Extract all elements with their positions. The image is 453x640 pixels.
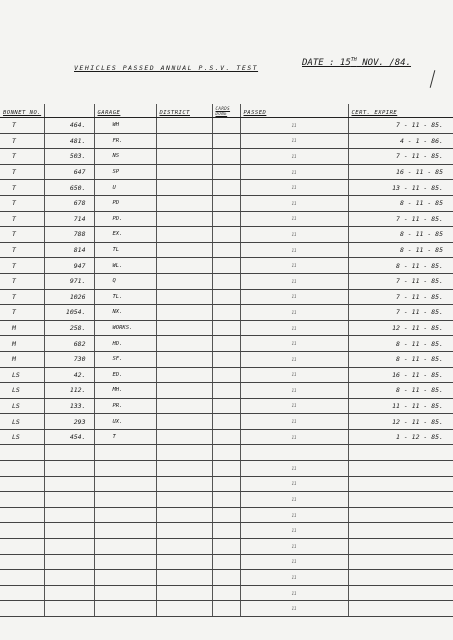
cell-garage: UX. xyxy=(94,414,156,430)
cell-garage xyxy=(94,492,156,508)
cell-passed: 11 xyxy=(240,398,348,414)
cell-passed: 11 xyxy=(240,585,348,601)
cell-garage: ED. xyxy=(94,367,156,383)
cell-district xyxy=(156,320,212,336)
cell-cert-expire: 12 - 11 - 85. xyxy=(348,320,453,336)
table-row xyxy=(0,414,453,430)
cell-district xyxy=(156,398,212,414)
table-row xyxy=(0,445,453,461)
cell-bonnet-type xyxy=(0,601,44,617)
table-row xyxy=(0,242,453,258)
cell-district xyxy=(156,133,212,149)
cell-cards-done xyxy=(212,461,240,477)
cell-passed: 11 xyxy=(240,195,348,211)
cell-passed: 11 xyxy=(240,461,348,477)
table-row xyxy=(0,585,453,601)
cell-district xyxy=(156,554,212,570)
cell-cert-expire: 7 - 11 - 85. xyxy=(348,289,453,305)
cell-cert-expire: 16 - 11 - 85. xyxy=(348,367,453,383)
cell-cert-expire xyxy=(348,570,453,586)
cell-cards-done xyxy=(212,585,240,601)
cell-garage: WL. xyxy=(94,258,156,274)
cell-passed: 11 xyxy=(240,289,348,305)
table-row xyxy=(0,118,453,134)
cell-district xyxy=(156,585,212,601)
cell-district xyxy=(156,570,212,586)
cell-district xyxy=(156,273,212,289)
cell-bonnet-number: 650. xyxy=(44,180,94,196)
cell-cert-expire: 4 - 1 - 86. xyxy=(348,133,453,149)
cell-bonnet-number: 133. xyxy=(44,398,94,414)
cell-cert-expire xyxy=(348,445,453,461)
cell-garage: TL. xyxy=(94,289,156,305)
cell-district xyxy=(156,164,212,180)
cell-bonnet-number: 454. xyxy=(44,429,94,445)
cell-cert-expire: 16 - 11 - 85 xyxy=(348,164,453,180)
cell-garage: TL xyxy=(94,242,156,258)
cell-cards-done xyxy=(212,273,240,289)
cell-passed: 11 xyxy=(240,383,348,399)
cell-garage: PD. xyxy=(94,211,156,227)
cell-bonnet-type: T xyxy=(0,273,44,289)
cell-district xyxy=(156,195,212,211)
cell-cards-done xyxy=(212,289,240,305)
cell-bonnet-type: T xyxy=(0,133,44,149)
cell-garage xyxy=(94,539,156,555)
cell-cards-done xyxy=(212,133,240,149)
cell-cert-expire: 7 - 11 - 85. xyxy=(348,273,453,289)
cell-bonnet-number: 258. xyxy=(44,320,94,336)
cell-passed: 11 xyxy=(240,258,348,274)
cell-cert-expire xyxy=(348,461,453,477)
table-row xyxy=(0,180,453,196)
cell-cert-expire: 8 - 11 - 85. xyxy=(348,383,453,399)
cell-garage: HD. xyxy=(94,336,156,352)
cell-passed: 11 xyxy=(240,351,348,367)
cell-district xyxy=(156,476,212,492)
cell-passed: 11 xyxy=(240,180,348,196)
cell-bonnet-type xyxy=(0,507,44,523)
cell-cert-expire xyxy=(348,539,453,555)
cell-cards-done xyxy=(212,164,240,180)
cell-cert-expire xyxy=(348,492,453,508)
cell-cards-done xyxy=(212,554,240,570)
cell-cards-done xyxy=(212,398,240,414)
cell-garage: NX. xyxy=(94,305,156,321)
cell-garage xyxy=(94,570,156,586)
cell-passed: 11 xyxy=(240,273,348,289)
cell-garage xyxy=(94,585,156,601)
cell-garage: EX. xyxy=(94,227,156,243)
cell-cards-done xyxy=(212,523,240,539)
table-row xyxy=(0,351,453,367)
cell-cards-done xyxy=(212,320,240,336)
cell-bonnet-type xyxy=(0,523,44,539)
cell-garage xyxy=(94,523,156,539)
cell-district xyxy=(156,523,212,539)
cell-cert-expire: 8 - 11 - 85 xyxy=(348,195,453,211)
cell-passed: 11 xyxy=(240,211,348,227)
cell-district xyxy=(156,601,212,617)
cell-passed: 11 xyxy=(240,429,348,445)
cell-district xyxy=(156,492,212,508)
cell-bonnet-type: M xyxy=(0,336,44,352)
cell-bonnet-number: 788 xyxy=(44,227,94,243)
cell-cert-expire: 1 - 12 - 85. xyxy=(348,429,453,445)
header-district: DISTRICT xyxy=(156,104,212,118)
header-bonnet-no: BONNET NO. xyxy=(0,104,44,118)
cell-bonnet-type: T xyxy=(0,258,44,274)
cell-garage: PR. xyxy=(94,398,156,414)
cell-bonnet-type: T xyxy=(0,195,44,211)
cell-garage: SF. xyxy=(94,351,156,367)
cell-cards-done xyxy=(212,351,240,367)
cell-bonnet-number: 714 xyxy=(44,211,94,227)
cell-district xyxy=(156,289,212,305)
cell-cert-expire xyxy=(348,507,453,523)
cell-bonnet-number: 647 xyxy=(44,164,94,180)
cell-cert-expire: 11 - 11 - 85. xyxy=(348,398,453,414)
table-row xyxy=(0,507,453,523)
cell-bonnet-type: LS xyxy=(0,429,44,445)
cell-bonnet-number: 481. xyxy=(44,133,94,149)
cell-bonnet-number: 42. xyxy=(44,367,94,383)
cell-cards-done xyxy=(212,195,240,211)
table-row xyxy=(0,539,453,555)
cell-bonnet-type xyxy=(0,539,44,555)
table-row xyxy=(0,273,453,289)
table-row xyxy=(0,492,453,508)
cell-cards-done xyxy=(212,211,240,227)
cell-cards-done xyxy=(212,242,240,258)
cell-bonnet-type xyxy=(0,476,44,492)
cell-passed: 11 xyxy=(240,336,348,352)
cell-passed: 11 xyxy=(240,227,348,243)
pen-mark xyxy=(430,70,436,88)
cell-bonnet-number xyxy=(44,523,94,539)
cell-cert-expire: 13 - 11 - 85. xyxy=(348,180,453,196)
cell-passed: 11 xyxy=(240,133,348,149)
cell-bonnet-type: LS xyxy=(0,398,44,414)
cell-bonnet-type: T xyxy=(0,180,44,196)
table-row xyxy=(0,383,453,399)
cell-passed: 11 xyxy=(240,539,348,555)
cell-garage xyxy=(94,601,156,617)
cell-bonnet-number xyxy=(44,492,94,508)
cell-garage: U xyxy=(94,180,156,196)
table-row xyxy=(0,461,453,477)
cell-bonnet-number xyxy=(44,539,94,555)
cell-bonnet-number xyxy=(44,445,94,461)
cell-cards-done xyxy=(212,118,240,134)
cell-garage xyxy=(94,554,156,570)
vehicles-table xyxy=(0,104,453,617)
cell-bonnet-number xyxy=(44,585,94,601)
table-row xyxy=(0,305,453,321)
cell-cert-expire: 7 - 11 - 85. xyxy=(348,211,453,227)
cell-bonnet-number: 112. xyxy=(44,383,94,399)
table-row xyxy=(0,211,453,227)
cell-cert-expire: 7 - 11 - 85. xyxy=(348,149,453,165)
cell-bonnet-type xyxy=(0,554,44,570)
cell-cert-expire xyxy=(348,476,453,492)
cell-cert-expire: 7 - 11 - 85. xyxy=(348,118,453,134)
cell-district xyxy=(156,227,212,243)
cell-garage: SP xyxy=(94,164,156,180)
cell-cert-expire xyxy=(348,554,453,570)
cell-cards-done xyxy=(212,507,240,523)
cell-cards-done xyxy=(212,305,240,321)
header-garage: GARAGE xyxy=(94,104,156,118)
cell-bonnet-number: 971. xyxy=(44,273,94,289)
cell-cards-done xyxy=(212,227,240,243)
cell-garage xyxy=(94,507,156,523)
table-row xyxy=(0,336,453,352)
table-row xyxy=(0,195,453,211)
cell-district xyxy=(156,429,212,445)
cell-cards-done xyxy=(212,570,240,586)
cell-district xyxy=(156,180,212,196)
cell-district xyxy=(156,336,212,352)
cell-cards-done xyxy=(212,539,240,555)
cell-district xyxy=(156,118,212,134)
cell-cards-done xyxy=(212,476,240,492)
cell-garage: T xyxy=(94,429,156,445)
cell-cards-done xyxy=(212,258,240,274)
cell-bonnet-type: T xyxy=(0,289,44,305)
table-row xyxy=(0,570,453,586)
table-row xyxy=(0,289,453,305)
cell-garage: WH xyxy=(94,118,156,134)
cell-cert-expire: 8 - 11 - 85. xyxy=(348,336,453,352)
date-main: DATE : 15 xyxy=(302,58,351,68)
cell-bonnet-type: T xyxy=(0,227,44,243)
cell-bonnet-number: 503. xyxy=(44,149,94,165)
cell-passed: 11 xyxy=(240,554,348,570)
table-header-row xyxy=(0,104,453,118)
cell-passed: 11 xyxy=(240,242,348,258)
cell-garage: FR. xyxy=(94,133,156,149)
cell-bonnet-type: LS xyxy=(0,414,44,430)
cell-bonnet-number: 682 xyxy=(44,336,94,352)
cell-passed: 11 xyxy=(240,476,348,492)
cell-garage xyxy=(94,461,156,477)
cell-district xyxy=(156,305,212,321)
cell-passed: 11 xyxy=(240,492,348,508)
header-cards-done: CARDS DONE xyxy=(212,104,240,118)
cell-passed: 11 xyxy=(240,507,348,523)
cell-cert-expire xyxy=(348,585,453,601)
cell-bonnet-type xyxy=(0,461,44,477)
table-row xyxy=(0,227,453,243)
cell-passed: 11 xyxy=(240,601,348,617)
cell-district xyxy=(156,367,212,383)
cell-bonnet-type: LS xyxy=(0,367,44,383)
table-row xyxy=(0,258,453,274)
table-row xyxy=(0,164,453,180)
cell-cert-expire: 8 - 11 - 85 xyxy=(348,227,453,243)
cell-district xyxy=(156,445,212,461)
cell-bonnet-number: 730 xyxy=(44,351,94,367)
document-title: VEHICLES PASSED ANNUAL P.S.V. TEST xyxy=(74,64,259,72)
cell-bonnet-number xyxy=(44,507,94,523)
cell-cert-expire: 12 - 11 - 85. xyxy=(348,414,453,430)
cell-district xyxy=(156,242,212,258)
cell-district xyxy=(156,258,212,274)
cell-garage: Q xyxy=(94,273,156,289)
cell-bonnet-type: M xyxy=(0,320,44,336)
cell-garage: NS xyxy=(94,149,156,165)
cell-cards-done xyxy=(212,367,240,383)
table-row xyxy=(0,149,453,165)
cell-garage: WORKS. xyxy=(94,320,156,336)
cell-district xyxy=(156,351,212,367)
cell-cards-done xyxy=(212,336,240,352)
cell-passed: 11 xyxy=(240,164,348,180)
cell-passed: 11 xyxy=(240,320,348,336)
cell-bonnet-number: 678 xyxy=(44,195,94,211)
date-rest: NOV. /84. xyxy=(362,58,412,68)
cell-bonnet-type: T xyxy=(0,242,44,258)
cell-district xyxy=(156,383,212,399)
cell-passed: 11 xyxy=(240,570,348,586)
document-date xyxy=(302,57,411,68)
cell-garage: MH. xyxy=(94,383,156,399)
cell-district xyxy=(156,414,212,430)
table-row xyxy=(0,601,453,617)
cell-bonnet-type xyxy=(0,585,44,601)
cell-bonnet-number xyxy=(44,554,94,570)
cell-bonnet-number xyxy=(44,476,94,492)
cell-bonnet-number: 814 xyxy=(44,242,94,258)
cell-bonnet-type xyxy=(0,492,44,508)
table-row xyxy=(0,476,453,492)
cell-cards-done xyxy=(212,492,240,508)
cell-cards-done xyxy=(212,429,240,445)
cell-passed: 11 xyxy=(240,305,348,321)
header-cert-expire: CERT. EXPIRE xyxy=(348,104,453,118)
table-row xyxy=(0,554,453,570)
cell-bonnet-number: 293 xyxy=(44,414,94,430)
cell-cert-expire: 7 - 11 - 85. xyxy=(348,305,453,321)
cell-bonnet-type: LS xyxy=(0,383,44,399)
cell-garage xyxy=(94,445,156,461)
date-ordinal: TH xyxy=(350,57,357,63)
cell-bonnet-type: T xyxy=(0,149,44,165)
cell-district xyxy=(156,507,212,523)
cell-bonnet-type xyxy=(0,570,44,586)
cell-cert-expire: 8 - 11 - 85. xyxy=(348,258,453,274)
table-row xyxy=(0,367,453,383)
cell-bonnet-type: T xyxy=(0,164,44,180)
cell-passed: 11 xyxy=(240,367,348,383)
header-passed: PASSED xyxy=(240,104,348,118)
table-row xyxy=(0,429,453,445)
cell-garage xyxy=(94,476,156,492)
cell-bonnet-number xyxy=(44,461,94,477)
cell-cert-expire: 8 - 11 - 85. xyxy=(348,351,453,367)
cell-bonnet-type: T xyxy=(0,118,44,134)
table-row xyxy=(0,523,453,539)
table-row xyxy=(0,133,453,149)
cell-cards-done xyxy=(212,383,240,399)
cell-district xyxy=(156,211,212,227)
cell-district xyxy=(156,149,212,165)
cell-cert-expire xyxy=(348,523,453,539)
cell-cards-done xyxy=(212,601,240,617)
cell-cards-done xyxy=(212,445,240,461)
cell-bonnet-type: T xyxy=(0,211,44,227)
cell-bonnet-number xyxy=(44,570,94,586)
cell-garage: PD xyxy=(94,195,156,211)
cell-passed: 11 xyxy=(240,414,348,430)
cell-cards-done xyxy=(212,414,240,430)
table-row xyxy=(0,320,453,336)
cell-bonnet-type: M xyxy=(0,351,44,367)
cell-bonnet-number: 947 xyxy=(44,258,94,274)
cell-cert-expire: 8 - 11 - 85 xyxy=(348,242,453,258)
table-row xyxy=(0,398,453,414)
cell-district xyxy=(156,539,212,555)
cell-district xyxy=(156,461,212,477)
cell-cards-done xyxy=(212,149,240,165)
cell-passed: 11 xyxy=(240,149,348,165)
cell-cert-expire xyxy=(348,601,453,617)
cell-passed xyxy=(240,445,348,461)
cell-passed: 11 xyxy=(240,523,348,539)
cell-cards-done xyxy=(212,180,240,196)
header-bonnet-number xyxy=(44,104,94,118)
cell-bonnet-number: 464. xyxy=(44,118,94,134)
cell-bonnet-type xyxy=(0,445,44,461)
cell-bonnet-type: T xyxy=(0,305,44,321)
cell-bonnet-number: 1054. xyxy=(44,305,94,321)
cell-passed: 11 xyxy=(240,118,348,134)
cell-bonnet-number xyxy=(44,601,94,617)
cell-bonnet-number: 1026 xyxy=(44,289,94,305)
